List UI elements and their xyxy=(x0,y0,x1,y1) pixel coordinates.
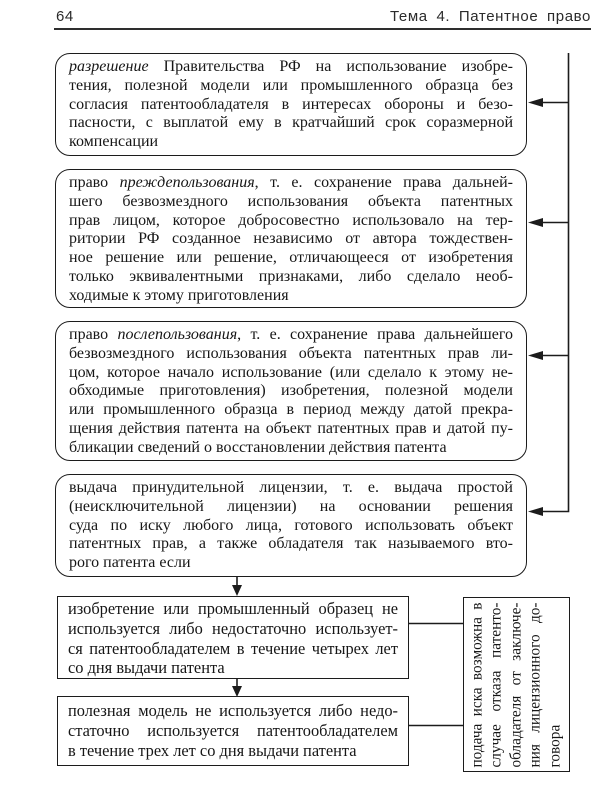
down-arrow-1-head xyxy=(232,585,242,596)
text-line: говора xyxy=(545,724,563,767)
text-line: только эквивалентными признаками, либо сделало необ- xyxy=(69,267,513,285)
flow-box-prior-use-right xyxy=(55,169,527,308)
text-line: подача иска возможна в xyxy=(468,602,485,767)
text-line: право преждепользования, т. е. сохранение права дальней- xyxy=(69,174,513,191)
arrowhead-box1 xyxy=(528,98,543,107)
text-line: обладателя от заключе- xyxy=(506,602,524,767)
text-line: рого патента если xyxy=(69,554,191,572)
text-line: полезная модель не используется либо недо- xyxy=(68,701,398,720)
page-number: 64 xyxy=(56,8,74,25)
text-line: обходимые приготовления) изобретения, полезной модели xyxy=(69,382,513,400)
text-line: компенсации xyxy=(69,133,159,151)
text-line: статочно используется патентообладателем xyxy=(68,720,398,740)
text-line: выдача принудительной лицензии, т. е. выдача простой xyxy=(69,479,513,496)
flow-box-compulsory-license xyxy=(55,474,527,577)
page-header xyxy=(54,6,591,30)
arrowhead-box4 xyxy=(528,507,543,516)
text-line: ходимые к этому приготовления xyxy=(69,286,289,304)
text-line: используется либо недостаточно использует- xyxy=(68,618,398,638)
flow-box-government-permission xyxy=(55,53,527,156)
text-line: разрешение Правительства РФ на использование изобре- xyxy=(69,58,513,75)
text-line: ритории РФ созданное независимо от автора тождествен- xyxy=(69,230,513,248)
text-line: в течение трех лет со дня выдачи патента xyxy=(68,740,357,760)
text-line: пасности, с выплатой ему в кратчайший срок соразмерной xyxy=(69,114,513,132)
text-line: право послепользования, т. е. сохранение права дальнейшего xyxy=(69,326,514,343)
text-line: суда по иску любого лица, готового использовать объект xyxy=(69,516,513,534)
text-line: случае отказа патенто- xyxy=(487,602,505,767)
text-line: цом, которое начало использование (или сделало к этому не- xyxy=(69,363,513,381)
text-line: изобретение или промышленный образец не xyxy=(68,599,398,618)
text-line: шего безвозмездного использования объекта патентных xyxy=(69,192,513,210)
text-line: ное решение или решение, отличающееся от изобретения xyxy=(69,249,513,267)
text-line: со дня выдачи патента xyxy=(68,658,225,678)
text-line: ся патентообладателем в течение четырех лет xyxy=(68,638,398,658)
condition-box-utility-model-not-used xyxy=(57,696,409,766)
arrowhead-box2 xyxy=(528,218,543,227)
text-line: патентных прав, а также обладателя так называемого вто- xyxy=(69,535,513,553)
right-rail-line xyxy=(542,53,569,512)
text-line: щения действия патента на объект патентных прав и датой пу- xyxy=(69,419,513,437)
arrowhead-box3 xyxy=(528,351,543,360)
text-line: прав лицом, которое добросовестно использовало на тер- xyxy=(69,211,513,229)
text-line: (неисключительной лицензии) на основании решения xyxy=(69,497,513,515)
text-line: безвозмездного использования объекта патентных прав ли- xyxy=(69,344,513,362)
condition-box-invention-not-used xyxy=(57,596,409,679)
chapter-title: Тема 4. Патентное право xyxy=(389,8,591,25)
text-line: ния лицензионного до- xyxy=(526,602,544,767)
text-line: тения, полезной модели или промышленного образца без xyxy=(69,76,513,94)
side-note-rotated-text xyxy=(467,601,566,768)
text-line: согласия патентообладателя в интересах обороны и безо- xyxy=(69,95,513,113)
flow-box-post-use-right xyxy=(55,321,527,461)
side-note-box xyxy=(463,597,570,772)
text-line: или промышленного образца в период между датой прекра- xyxy=(69,401,513,419)
text-line: бликации сведений о восстановлении действия патента xyxy=(69,438,447,456)
